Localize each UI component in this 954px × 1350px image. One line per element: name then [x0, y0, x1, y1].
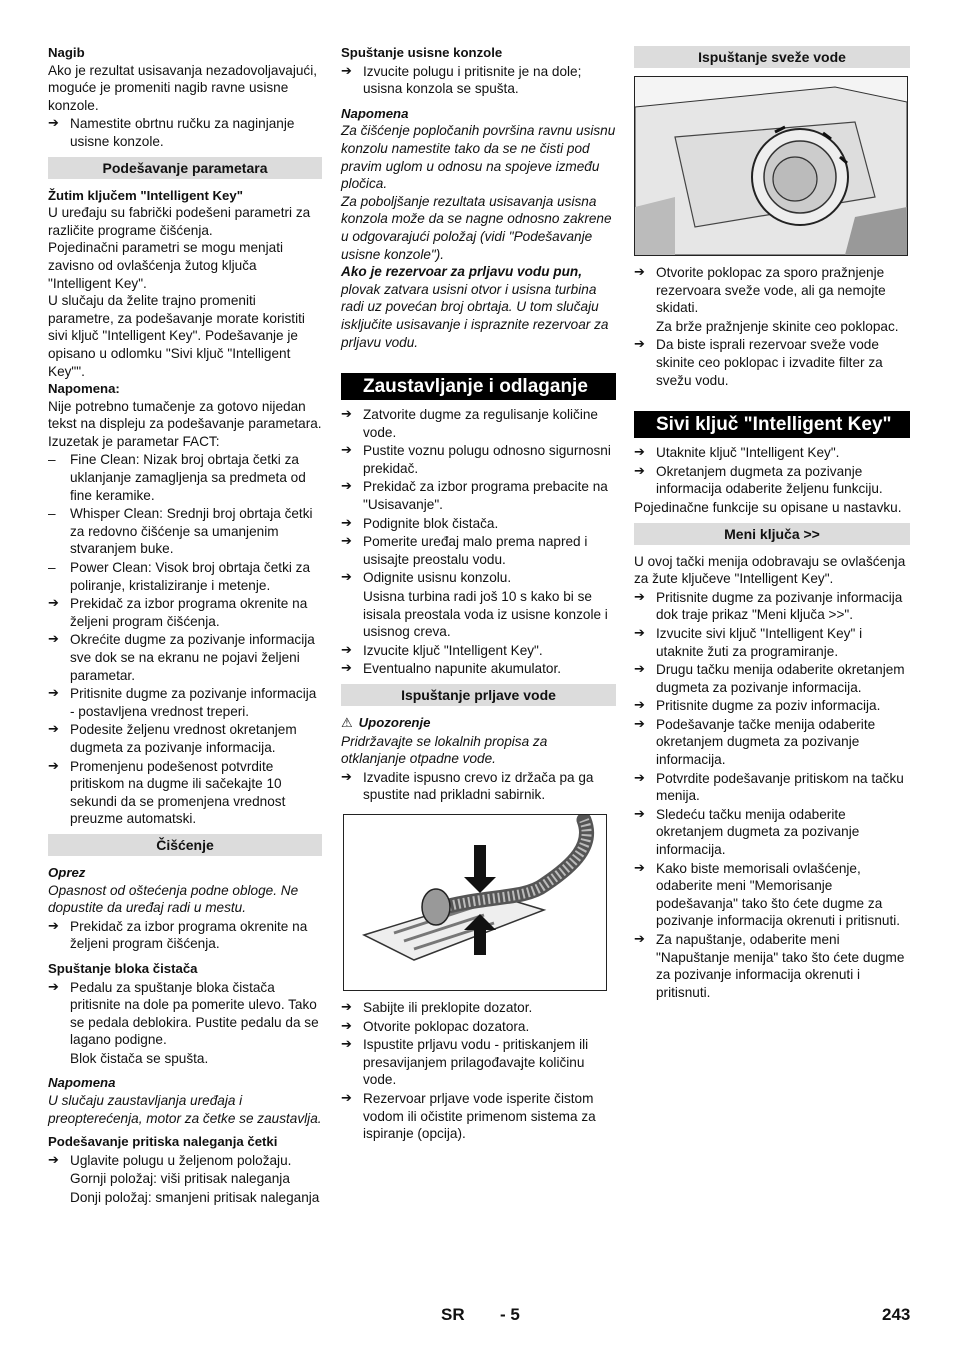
- column-2: [341, 44, 616, 1144]
- warning-title: Upozorenje: [358, 715, 431, 730]
- instruction-step: ➔ Otvorite poklopac za sporo pražnjenje rezervoara sveže vode, ali ga nemojte skidati.: [634, 264, 910, 317]
- instruction-step: ➔ Drugu tačku menija odaberite okretanjem dugmeta za pozivanje informacija.: [634, 661, 910, 696]
- warning-icon: ⚠: [341, 716, 353, 731]
- note-text: plovak zatvara usisni otvor i usisna turbina radi uz povećan broj obrtaja. U tom slučaju isključite usisavanje i ispraznite rezervoar za prljavu vodu.: [341, 281, 609, 350]
- section-title-blok: Spuštanje bloka čistača: [48, 960, 198, 976]
- chapter-header-sivi-kljuc: Sivi ključ "Intelligent Key": [634, 411, 910, 438]
- instruction-step: ➔ Prekidač za izbor programa prebacite na "Usisavanje".: [341, 478, 616, 513]
- step-detail: Donji položaj: smanjeni pritisak naleganja: [70, 1190, 320, 1206]
- instruction-step: ➔ Zatvorite dugme za regulisanje količine vode.: [341, 406, 616, 441]
- section-header-sveza: Ispuštanje sveže vode: [634, 46, 910, 68]
- instruction-step: ➔ Prekidač za izbor programa okrenite na željeni program čišćenja.: [48, 595, 322, 630]
- hose-drain-illustration: [343, 814, 607, 991]
- instruction-step: ➔ Otvorite poklopac dozatora.: [341, 1018, 616, 1036]
- section-header-meni: Meni ključa >>: [634, 523, 910, 545]
- section-title-nagib: Nagib: [48, 45, 85, 60]
- instruction-step: ➔ Pustite voznu polugu odnosno sigurnosni prekidač.: [341, 442, 616, 477]
- step-result: Za brže pražnjenje skinite ceo poklopac.: [656, 318, 899, 334]
- instruction-step: ➔ Izvucite polugu i pritisnite je na dole; usisna konzola se spušta.: [341, 63, 616, 98]
- instruction-step: ➔ Izvadite ispusno crevo iz držača pa ga spustite nad prikladni sabirnik.: [341, 769, 616, 804]
- instruction-step: ➔ Izvucite ključ "Intelligent Key".: [341, 642, 616, 660]
- paragraph: Nije potrebno tumačenje za gotovo nijedan tekst na displeju za podešavanje parametara. Izuzetak je parametar FACT:: [48, 398, 322, 449]
- fresh-water-tank-illustration: [634, 76, 908, 256]
- instruction-step: ➔ Da biste isprali rezervoar sveže vode skinite ceo poklopac i izvadite filter za svežu vodu.: [634, 336, 910, 389]
- paragraph: U ovoj tački menija odobravaju se ovlašćenja za žute ključeve "Intelligent Key".: [634, 553, 906, 587]
- footer-language: SR: [441, 1305, 465, 1324]
- instruction-step: ➔ Podešavanje tačke menija odaberite okretanjem dugmeta za pozivanje informacija.: [634, 716, 910, 769]
- hose-illustration-svg: [344, 815, 606, 990]
- note-text: U slučaju zaustavljanja uređaja i preopterećenja, motor za četke se zaustavlja.: [48, 1093, 322, 1126]
- instruction-step: ➔ Pritisnite dugme za pozivanje informacija - postavljena vrednost treperi.: [48, 685, 322, 720]
- paragraph: Ako je rezultat usisavanja nezadovoljavajući, moguće je promeniti nagib ravne usisne konzole.: [48, 62, 318, 113]
- list-item: – Fine Clean: Nizak broj obrtaja četki za uklanjanje zamagljenja sa predmeta od fine keramike.: [48, 451, 322, 504]
- instruction-step: ➔ Promenjenu podešenost potvrdite pritiskom na dugme ili sačekajte 10 sekundi da se promenjena vrednost preuzme automatski.: [48, 758, 322, 828]
- instruction-step: ➔ Odignite usisnu konzolu.: [341, 569, 616, 587]
- caution-title: Oprez: [48, 864, 86, 880]
- caution-text: Opasnost od oštećenja podne obloge. Ne dopustite da uređaj radi u mestu.: [48, 882, 299, 916]
- paragraph: Pojedinačni parametri se mogu menjati zavisno od ovlašćenja žutog ključa "Intelligent Key".: [48, 240, 283, 291]
- instruction-step: ➔ Potvrdite podešavanje pritiskom na tačku menija.: [634, 770, 910, 805]
- instruction-step: ➔ Prekidač za izbor programa okrenite na željeni program čišćenja.: [48, 918, 322, 953]
- tank-illustration-svg: [635, 77, 907, 255]
- instruction-step: ➔ Utaknite ključ "Intelligent Key".: [634, 444, 910, 462]
- section-title-yellow-key: Žutim ključem "Intelligent Key": [48, 187, 243, 203]
- instruction-step: ➔ Eventualno napunite akumulator.: [341, 660, 616, 678]
- column-1: [48, 44, 322, 1208]
- step-result: Blok čistača se spušta.: [70, 1050, 209, 1066]
- instruction-step: ➔ Sabijte ili preklopite dozator.: [341, 999, 616, 1017]
- note-title: Napomena: [341, 105, 409, 121]
- step-detail: Gornji položaj: viši pritisak naleganja: [70, 1171, 290, 1187]
- section-header-parametri: Podešavanje parametara: [48, 157, 322, 179]
- section-title-konzola: Spuštanje usisne konzole: [341, 45, 503, 60]
- note-bold: Ako je rezervoar za prljavu vodu pun,: [341, 264, 582, 280]
- instruction-step: ➔ Pedalu za spuštanje bloka čistača pritisnite na dole pa pomerite ulevo. Tako se pedala deblokira. Pustite pedalu da se lagano podigne.: [48, 979, 322, 1049]
- instruction-step: ➔ Za napuštanje, odaberite meni "Napuštanje menija" tako što ćete dugme za pozivanje informacija okrenuti i pritisnuti.: [634, 931, 910, 1001]
- section-header-ciscenje: Čišćenje: [48, 834, 322, 856]
- paragraph: U slučaju da želite trajno promeniti parametre, za podešavanje morate koristiti sivi ključ "Intelligent Key". Podešavanje je opisano u odlomku "Sivi ključ "Intelligent Key"".: [48, 293, 305, 379]
- instruction-step: ➔ Okretanjem dugmeta za pozivanje informacija odaberite željenu funkciju.: [634, 463, 910, 498]
- paragraph: U uređaju su fabrički podešeni parametri za različite programe čišćenja.: [48, 205, 311, 238]
- warning-text: Pridržavajte se lokalnih propisa za otklanjanje otpadne vode.: [341, 733, 548, 767]
- chapter-header-zaustavljanje: Zaustavljanje i odlaganje: [341, 373, 616, 400]
- footer-local-page: - 5: [500, 1305, 520, 1324]
- footer-page-number: 243: [882, 1305, 911, 1324]
- note-title: Napomena: [48, 1075, 116, 1091]
- instruction-step: ➔ Sledeću tačku menija odaberite okretanjem dugmeta za pozivanje informacija.: [634, 806, 910, 859]
- instruction-step: ➔ Izvucite sivi ključ "Intelligent Key" i utaknite žuti za programiranje.: [634, 625, 910, 660]
- column-3: [634, 44, 910, 1002]
- instruction-step: ➔ Podignite blok čistača.: [341, 515, 616, 533]
- section-title-pritisak: Podešavanje pritiska naleganja četki: [48, 1134, 278, 1150]
- paragraph: Pojedinačne funkcije su opisane u nastavku.: [634, 499, 902, 515]
- note-text: Za čišćenje popločanih površina ravnu usisnu konzolu namestite tako da se ne čisti pod pravim uglom u odnosu na spojeve između pločica.: [341, 123, 616, 192]
- list-item: – Power Clean: Visok broj obrtaja četki za poliranje, kristaliziranje i metenje.: [48, 559, 322, 594]
- section-header-prljava: Ispuštanje prljave vode: [341, 684, 616, 706]
- instruction-step: ➔ Pomerite uređaj malo prema napred i usisajte preostalu vodu.: [341, 533, 616, 568]
- note-text: Za poboljšanje rezultata usisavanja usisna konzola može da se nagne odnosno zakrene u odgovarajući položaj (vidi "Podešavanje usisne konzole").: [341, 193, 612, 262]
- instruction-step: ➔ Kako biste memorisali ovlašćenje, odaberite meni "Memorisanje podešavanja" tako što ćete dugme za pozivanje informacija okrenuti i pritisnuti.: [634, 860, 910, 930]
- instruction-step: ➔ Uglavite polugu u željenom položaju.: [48, 1152, 322, 1170]
- instruction-step: ➔ Namestite obrtnu ručku za naginjanje usisne konzole.: [48, 115, 322, 150]
- instruction-step: ➔ Podesite željenu vrednost okretanjem dugmeta za pozivanje informacija.: [48, 721, 322, 756]
- instruction-step: ➔ Ispustite prljavu vodu - pritiskanjem ili presavijanjem prilagođavajte količinu vode.: [341, 1036, 616, 1089]
- step-result: Usisna turbina radi još 10 s kako bi se isisala preostala voda iz usisne konzole i usisnog creva.: [363, 589, 608, 640]
- instruction-step: ➔ Pritisnite dugme za poziv informacija.: [634, 697, 910, 715]
- list-item: – Whisper Clean: Srednji broj obrtaja četki za redovno čišćenje sa umanjenim stvaranjem buke.: [48, 505, 322, 558]
- instruction-step: ➔ Rezervoar prljave vode isperite čistom vodom ili očistite primenom sistema za ispiranje (opcija).: [341, 1090, 616, 1143]
- instruction-step: ➔ Pritisnite dugme za pozivanje informacija dok traje prikaz "Meni ključa >>".: [634, 589, 910, 624]
- instruction-step: ➔ Okrećite dugme za pozivanje informacija sve dok se na ekranu ne pojavi željeni parametar.: [48, 631, 322, 684]
- note-title: Napomena:: [48, 381, 120, 397]
